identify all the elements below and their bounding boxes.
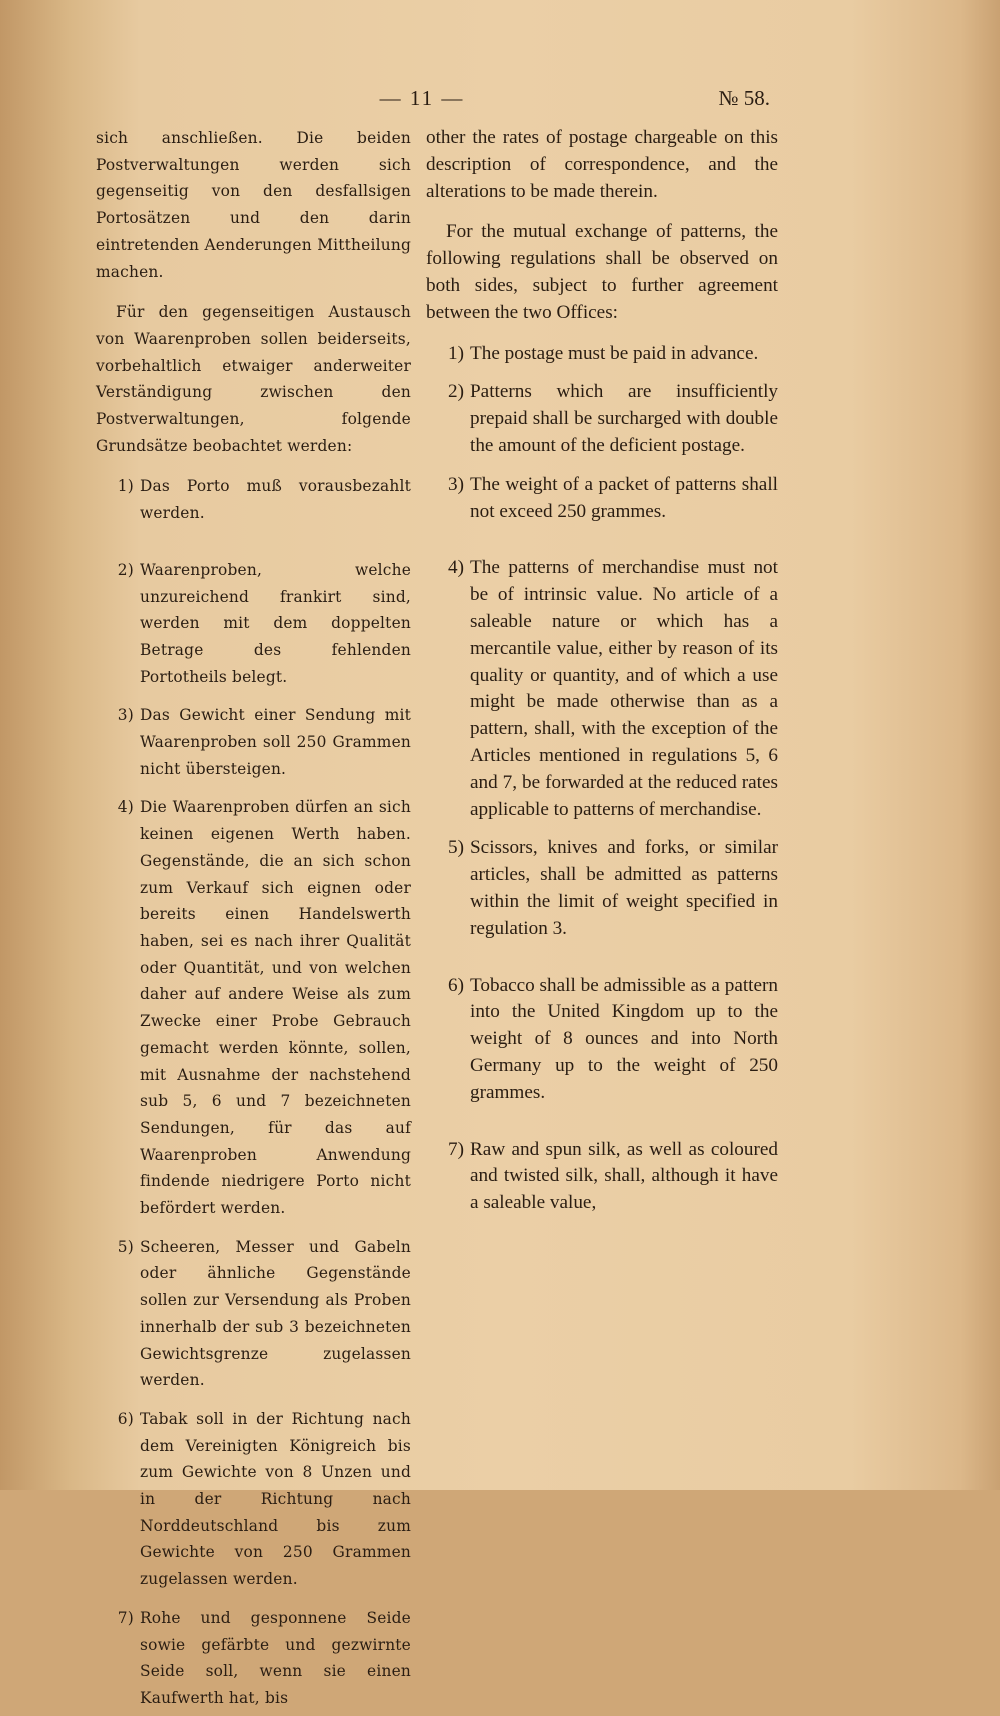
item-number: 2): [448, 381, 464, 403]
item-number: 6): [117, 1409, 134, 1428]
english-exchange-paragraph: For the mutual exchange of patterns, the following regulations shall be observed on both sides, subject to further agreement between the two Offices:: [426, 221, 778, 323]
german-column: [96, 125, 411, 1716]
german-item-6: [96, 1406, 411, 1593]
english-column: [426, 125, 778, 1221]
german-item-3: [96, 702, 411, 782]
item-number: 5): [448, 837, 464, 859]
item-text: Das Gewicht einer Sendung mit Waarenproben soll 250 Grammen nicht übersteigen.: [140, 706, 411, 778]
item-number: 7): [448, 1138, 464, 1160]
item-number: 7): [117, 1608, 134, 1627]
english-intro: other the rates of postage chargeable on this description of correspondence, and the alterations to be made therein.: [426, 127, 778, 202]
item-text: Scissors, knives and forks, or similar articles, shall be admitted as patterns within the limit of weight specified in regulation 3.: [470, 837, 778, 939]
item-text: Raw and spun silk, as well as coloured and twisted silk, shall, although it have a saleable value,: [470, 1138, 778, 1214]
english-item-6: [426, 973, 778, 1107]
item-number: 4): [448, 557, 464, 579]
english-item-3: [426, 472, 778, 526]
english-item-1: [426, 341, 778, 368]
item-number: 3): [448, 473, 464, 495]
german-item-4: [96, 794, 411, 1221]
item-number: 5): [117, 1237, 134, 1256]
item-number: 2): [117, 560, 134, 579]
item-text: Die Waarenproben dürfen an sich keinen eigenen Werth haben. Gegenstände, die an sich schon zum Verkauf sich eignen oder bereits einen Handelswerth haben, sei es nach ihrer Qualität oder Quantität, und von welchen daher auf andere Weise als zum Zwecke einer Probe Gebrauch gemacht werden könnte, sollen, mit Ausnahme der nachstehend sub 5, 6 und 7 bezeichneten Sendungen, für das auf Waarenproben Anwendung findende niedrigere Porto nicht befördert werden.: [140, 798, 411, 1218]
item-text: Tobacco shall be admissible as a pattern into the United Kingdom up to the weight of 8 ounces and into North Germany up to the weight of 250 grammes.: [470, 974, 778, 1103]
german-intro: sich anschließen. Die beiden Postverwaltungen werden sich gegenseitig von den desfallsigen Portosätzen und den darin eintretenden Aenderungen Mittheilung machen.: [96, 129, 411, 281]
item-number: 6): [448, 974, 464, 996]
german-item-1: [96, 473, 411, 526]
item-number: 4): [117, 798, 134, 817]
item-number: 3): [117, 706, 134, 725]
document-number: № 58.: [718, 86, 770, 110]
english-item-5: [426, 835, 778, 942]
german-item-5: [96, 1234, 411, 1394]
item-text: Waarenproben, welche unzureichend frankirt sind, werden mit dem doppelten Betrage des fehlenden Portotheils belegt.: [140, 560, 411, 686]
item-number: 1): [117, 477, 134, 496]
item-text: Tabak soll in der Richtung nach dem Vereinigten Königreich bis zum Gewichte von 8 Unzen und in der Richtung nach Norddeutschland bis zum Gewichte von 250 Grammen zugelassen werden.: [140, 1409, 411, 1589]
english-item-4: [426, 555, 778, 823]
page-header: [0, 86, 1000, 116]
german-item-7: [96, 1605, 411, 1712]
item-text: Patterns which are insufficiently prepaid shall be surcharged with double the amount of the deficient postage.: [470, 381, 778, 456]
english-item-2: [426, 379, 778, 459]
german-item-2: [96, 557, 411, 691]
page-number: — 11 —: [379, 86, 465, 110]
english-item-7: [426, 1137, 778, 1217]
item-text: The postage must be paid in advance.: [470, 342, 759, 364]
item-text: Das Porto muß vorausbezahlt werden.: [140, 477, 411, 523]
item-text: Rohe und gesponnene Seide sowie gefärbte und gezwirnte Seide soll, wenn sie einen Kaufwerth hat, bis: [140, 1608, 411, 1707]
item-text: Scheeren, Messer und Gabeln oder ähnliche Gegenstände sollen zur Versendung als Proben innerhalb der sub 3 bezeichneten Gewichtsgrenze zugelassen werden.: [140, 1237, 411, 1390]
item-text: The weight of a packet of patterns shall not exceed 250 grammes.: [470, 473, 778, 522]
item-number: 1): [448, 342, 464, 364]
german-exchange-paragraph: Für den gegenseitigen Austausch von Waarenproben sollen beiderseits, vorbehaltlich etwaiger anderweiter Verständigung zwischen den Postverwaltungen, folgende Grundsätze beobachtet werden:: [96, 303, 411, 455]
item-text: The patterns of merchandise must not be of intrinsic value. No article of a saleable nature or which has a mercantile value, either by reason of its quality or quantity, and of which a use might be made otherwise than as a pattern, shall, with the exception of the Articles mentioned in regulations 5, 6 and 7, be forwarded at the reduced rates applicable to patterns of merchandise.: [470, 557, 778, 820]
